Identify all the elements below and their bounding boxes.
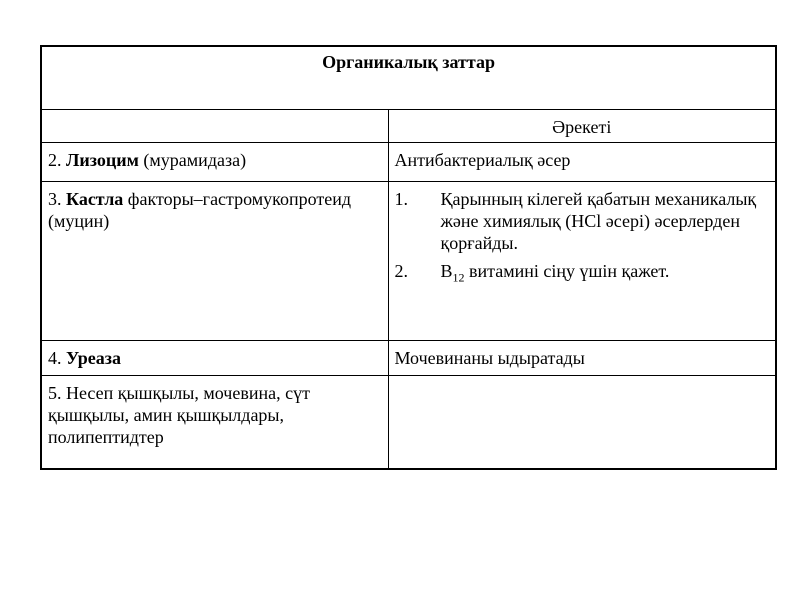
list-item	[395, 188, 770, 254]
substance-cell	[41, 376, 388, 470]
vitamin-subscript: 12	[452, 270, 465, 285]
table-row	[41, 182, 776, 341]
table-row	[41, 376, 776, 470]
table-row	[41, 341, 776, 376]
effect-cell: Мочевинаны ыдыратады	[388, 341, 776, 376]
row-number: 2.	[48, 150, 62, 170]
row-number: 5.	[48, 383, 62, 403]
substance-detail: Несеп қышқылы, мочевина, сүт қышқылы, амин қышқылдары, полипептидтер	[48, 383, 310, 447]
column-header-row	[41, 110, 776, 143]
substance-detail: (мурамидаза)	[138, 150, 247, 170]
substance-cell	[41, 341, 388, 376]
substance-detail: факторы–гастромукопротеид (муцин)	[48, 189, 352, 231]
column-header-action: Әрекеті	[388, 110, 776, 143]
substance-name: Лизоцим	[66, 150, 139, 170]
table-title-row	[41, 46, 776, 110]
table-title: Органикалық заттар	[41, 46, 776, 110]
effect-cell	[388, 182, 776, 341]
list-marker: 1.	[394, 189, 408, 209]
list-item-text: витамині сіңу үшін қажет.	[464, 261, 670, 281]
substance-cell	[41, 182, 388, 341]
list-item-text: Қарынның кілегей қабатын механикалық және химиялық (НСl әсері) әсерлерден қорғайды.	[440, 189, 757, 253]
substance-cell	[41, 143, 388, 182]
column-header-left	[41, 110, 388, 143]
vitamin-letter: В	[440, 261, 453, 281]
effects-list	[394, 188, 770, 285]
effect-cell: Антибактериалық әсер	[388, 143, 776, 182]
substance-name: Кастла	[66, 189, 124, 209]
table-row	[41, 143, 776, 182]
effect-cell	[388, 376, 776, 470]
organic-substances-table	[40, 45, 777, 470]
substance-name: Уреаза	[66, 348, 121, 368]
row-number: 3.	[48, 189, 62, 209]
row-number: 4.	[48, 348, 62, 368]
list-marker: 2.	[394, 261, 408, 281]
list-item	[394, 260, 770, 285]
